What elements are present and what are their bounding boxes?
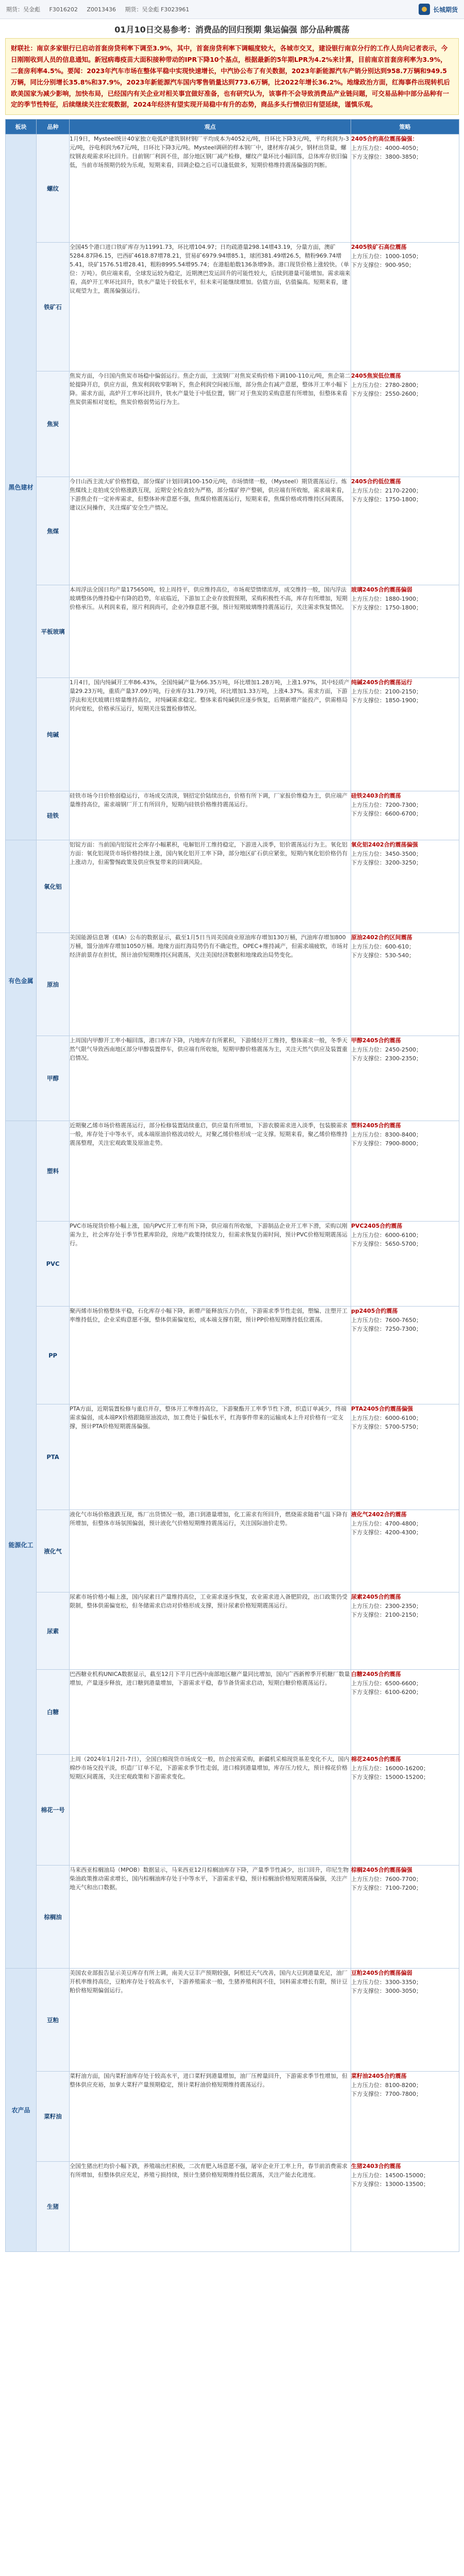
- header-sector: 板块: [6, 120, 37, 134]
- strategy-level: 上方压力位：7200-7300；: [351, 801, 422, 808]
- table-row: [6, 371, 459, 477]
- view-cell: 1月4日，国内纯碱开工率86.43%，全国纯碱产量为66.35万吨，环比增加1.28万吨，上涨1.97%，其中轻质产量29.23万吨，重质产量37.09万吨，行业库存31.79万吨，环比增加1.33万吨，上涨4.37%。需求方面，下游浮法和光伏玻璃日熔量维持高位，对纯碱需求稳定。整体来看纯碱供应逐步恢复，后期新增产能投产，供需格局转向宽松，价格承压运行，短期关注装置检修情况。: [70, 678, 351, 791]
- variety-cell: PVC: [37, 1222, 70, 1307]
- variety-cell: PTA: [37, 1404, 70, 1510]
- strategy-cell: [351, 1592, 459, 1670]
- strategy-cell: [351, 371, 459, 477]
- variety-cell: 豆粕: [37, 1969, 70, 2072]
- strategy-title: pp2405合约震荡: [351, 1308, 398, 1315]
- strategy-title: 硅铁2403合约震荡: [351, 792, 401, 800]
- strategy-title: 棉花2405合约震荡: [351, 1756, 401, 1763]
- view-cell: 美国能源信息署（EIA）公布的数据显示，截至1月5日当周美国商业原油库存增加130万桶，汽油库存增加800万桶，馏分油库存增加1050万桶。地缘方面红海局势仍有不确定性，OPEC+维持减产，但需求端疲软，市场对经济前景存在担忧，预计油价短期维持区间震荡，关注美国经济数据和地缘政治局势变化。: [70, 933, 351, 1036]
- top-bar: [0, 0, 464, 19]
- strategy-level: 下方支撑位：3800-3850；: [351, 154, 422, 161]
- strategy-level: 下方支撑位：3200-3250；: [351, 859, 422, 867]
- strategy-level: 下方支撑位：900-950；: [351, 262, 415, 269]
- strategy-title: 纯碱2405合约震荡运行: [351, 679, 412, 686]
- strategy-title: 氧化铝2402合约震荡偏强: [351, 841, 418, 849]
- strategy-level: 下方支撑位：2100-2150；: [351, 1612, 422, 1619]
- strategy-cell: [351, 1755, 459, 1866]
- strategy-cell: [351, 134, 459, 243]
- strategy-level: 上方压力位：7600-7700；: [351, 1875, 422, 1883]
- view-cell: 近期聚乙烯市场价格震荡运行，部分检修装置陆续重启，供应量有所增加，下游农膜需求进入淡季，包装膜需求一般，库存处于中等水平，成本端原油价格波动较大，对聚乙烯价格形成一定支撑。短期来看，聚乙烯价格维持震荡整理，关注宏观政策及原油走势。: [70, 1121, 351, 1222]
- strategy-title: 棕榈2405合约震荡偏强: [351, 1867, 412, 1874]
- table-row: [6, 678, 459, 791]
- strategy-cell: [351, 243, 459, 371]
- table-row: [6, 1969, 459, 2072]
- strategy-level: 上方压力位：2100-2150；: [351, 688, 422, 695]
- strategy-title: 菜籽油2405合约震荡: [351, 2073, 407, 2080]
- strategy-cell: [351, 678, 459, 791]
- brand-name: 长城期货: [433, 6, 458, 13]
- strategy-level: 下方支撑位：530-540；: [351, 952, 415, 959]
- strategy-title: 原油2402合约区间震荡: [351, 934, 412, 941]
- strategy-level: 上方压力位：1000-1050；: [351, 252, 422, 260]
- variety-cell: 菜籽油: [37, 2072, 70, 2162]
- variety-cell: 螺纹: [37, 134, 70, 243]
- variety-cell: PP: [37, 1307, 70, 1404]
- strategy-title: 2405铁矿石高位震荡: [351, 244, 407, 251]
- view-cell: 巴西糖业机构UNICA数据显示，截至12月下半月巴西中南部地区糖产量同比增加，国内广西新榨季开机糖厂数量增加，产量逐步释放，进口糖到港量增加，下游需求平稳，春节备货需求启动，短期白糖价格震荡运行。: [70, 1670, 351, 1755]
- strategy-level: 下方支撑位：3000-3050；: [351, 1988, 422, 1995]
- strategy-table: [5, 119, 459, 2252]
- table-row: [6, 477, 459, 585]
- table-row: [6, 791, 459, 840]
- view-cell: 焦炭方面，今日国内焦炭市场稳中偏弱运行。焦企方面，主流钢厂对焦炭采购价格下调100-110元/吨，焦企第二轮提降开启，供应方面，焦炭利润收窄影响下，焦企利润空间被压缩，部分焦企有减产意愿，整体开工率小幅下降。需求方面，高炉开工率环比回升，铁水产量处于中低位置，钢厂对于焦炭的采购意愿有所增加，但整体来看焦炭供需相对宽松，焦炭价格弱势运行为主。: [70, 371, 351, 477]
- table-row: [6, 2072, 459, 2162]
- view-cell: 马来西亚棕榈油局（MPOB）数据显示，马来西亚12月棕榈油库存下降，产量季节性减少，出口回升，印尼生物柴油政策推动需求增长，国内棕榈油库存处于中等水平，下游需求平稳，预计棕榈油价格短期震荡偏强，关注产地天气和出口数据。: [70, 1866, 351, 1969]
- strategy-cell: [351, 1222, 459, 1307]
- strategy-level: 下方支撑位：5650-5700；: [351, 1241, 422, 1248]
- strategy-title: 2405合约低位震荡: [351, 478, 401, 485]
- strategy-cell: [351, 1510, 459, 1592]
- variety-cell: 硅铁: [37, 791, 70, 840]
- strategy-title: 玻璃2405合约震荡偏弱: [351, 586, 412, 594]
- strategy-level: 下方支撑位：1750-1800；: [351, 496, 422, 503]
- strategy-level: 上方压力位：6000-6100；: [351, 1414, 422, 1421]
- view-cell: 菜籽油方面，国内菜籽油库存处于较高水平，进口菜籽到港量增加，油厂压榨量回升，下游需求季节性增加，但整体供应充裕，加拿大菜籽产量预期稳定，预计菜籽油价格短期维持震荡运行。: [70, 2072, 351, 2162]
- variety-cell: 甲醇: [37, 1036, 70, 1121]
- strategy-level: 下方支撑位：6600-6700；: [351, 810, 422, 818]
- variety-cell: 液化气: [37, 1510, 70, 1592]
- strategy-level: 下方支撑位：7100-7200；: [351, 1885, 422, 1892]
- variety-cell: 纯碱: [37, 678, 70, 791]
- strategy-title: 尿素2405合约震荡: [351, 1594, 401, 1601]
- variety-cell: 焦炭: [37, 371, 70, 477]
- strategy-title: 甲醇2405合约震荡: [351, 1037, 401, 1044]
- view-cell: 本周浮法全国日均产量175650吨，较上周持平，供应维持高位，市场观望情绪浓厚，成交维持一般，国内浮法玻璃整体仍维持稳中有降的趋势，年底临近，下游加工企业存放假预期，采购积极性不高，库存有所增加，短期价格承压。从利润来看，原片利润尚可，企业冷修意愿不强，预计短期玻璃维持震荡运行，关注需求恢复情况。: [70, 585, 351, 678]
- strategy-level: 上方压力位：2300-2350；: [351, 1602, 422, 1609]
- variety-cell: 棉花一号: [37, 1755, 70, 1866]
- table-header-row: [6, 120, 459, 134]
- table-row: [6, 1866, 459, 1969]
- variety-cell: 焦煤: [37, 477, 70, 585]
- view-cell: 液化气市场价格涨跌互现，炼厂出货情况一般，港口到港量增加，化工需求有所回升，燃烧需求随着气温下降有所增加，但整体市场氛围偏弱，预计液化气价格短期维持震荡运行，关注国际油价走势。: [70, 1510, 351, 1592]
- strategy-cell: [351, 1121, 459, 1222]
- strategy-title: 生猪2403合约震荡: [351, 2163, 401, 2170]
- strategy-cell: [351, 585, 459, 678]
- table-row: [6, 585, 459, 678]
- strategy-level: 下方支撑位：13000-13500；: [351, 2181, 429, 2188]
- strategy-title: 白糖2405合约震荡: [351, 1671, 401, 1678]
- brand-logo: [419, 4, 458, 15]
- strategy-cell: [351, 2072, 459, 2162]
- strategy-level: 下方支撑位：1750-1800；: [351, 604, 422, 612]
- strategy-level: 下方支撑位：2550-2600；: [351, 391, 422, 398]
- sector-cell: 能源化工: [6, 1121, 37, 1969]
- view-cell: 上周国内甲醇开工率小幅回落，港口库存下降，内地库存有所累积，下游烯烃开工维持，整体需求一般，冬季天然气限气导致西南地区部分甲醇装置停车，供应端有所收缩，短期甲醇价格震荡为主，关注天然气供应及装置重启情况。: [70, 1036, 351, 1121]
- strategy-level: 上方压力位：2780-2800；: [351, 381, 422, 388]
- strategy-cell: [351, 1036, 459, 1121]
- strategy-level: 下方支撑位：6100-6200；: [351, 1689, 422, 1696]
- table-row: [6, 840, 459, 933]
- contact-line: 期货：吴金彪 F3023961: [125, 6, 190, 13]
- variety-cell: 棕榈油: [37, 1866, 70, 1969]
- strategy-level: 上方压力位：4700-4800；: [351, 1520, 422, 1527]
- variety-cell: 塑料: [37, 1121, 70, 1222]
- sector-cell: 黑色建材: [6, 134, 37, 840]
- view-cell: 全国生猪出栏均价小幅下跌，养殖端出栏积极，二次育肥入场意愿不强，屠宰企业开工率上升，春节前消费需求有所增加，但整体供应充足，养殖亏损持续，预计生猪价格短期维持低位震荡，关注产能去化进度。: [70, 2162, 351, 2252]
- variety-cell: 氧化铝: [37, 840, 70, 933]
- strategy-cell: [351, 2162, 459, 2252]
- strategy-title: 豆粕2405合约震荡偏弱: [351, 1970, 412, 1977]
- strategy-level: 上方压力位：16000-16200；: [351, 1765, 429, 1772]
- table-row: [6, 1307, 459, 1404]
- strategy-level: 下方支撑位：7700-7800；: [351, 2091, 422, 2098]
- table-row: [6, 1404, 459, 1510]
- strategy-title: 2405合约高位震荡偏强：: [351, 135, 418, 143]
- header-variety: 品种: [37, 120, 70, 134]
- table-row: [6, 134, 459, 243]
- view-cell: PTA方面，近期装置检修与重启并存，整体开工率维持高位，下游聚酯开工率季节性下滑，织造订单减少，终端需求偏弱，成本端PX价格跟随原油波动，加工费处于偏低水平，红海事件带来的运输成本上升对价格有一定支撑，预计PTA价格短期震荡偏强。: [70, 1404, 351, 1510]
- logo-icon: [419, 4, 430, 15]
- page-title: 01月10日交易参考：消费品的回归预期 集运偏强 部分品种震荡: [114, 25, 350, 35]
- strategy-level: 上方压力位：1880-1900；: [351, 595, 422, 602]
- strategy-level: 下方支撑位：7250-7300；: [351, 1326, 422, 1333]
- strategy-level: 上方压力位：4000-4050；: [351, 144, 422, 151]
- view-cell: 今日山西主流大矿价格暂稳，部分煤矿计划回调100-150元/吨，市场情绪一般，（Mysteel）期货震荡运行。炼焦煤线上竞拍成交价格涨跌互现，近期安全检查较为严格，部分煤矿停产整顿，供应端有所收缩，需求端来看，下游焦企有一定补库需求，但整体补库意愿不强，焦煤价格震荡运行，短期来看，焦煤价格或将维持区间震荡，建议区间操作，关注煤矿安全生产情况。: [70, 477, 351, 585]
- table-row: [6, 933, 459, 1036]
- table-row: [6, 1222, 459, 1307]
- view-cell: 铝锭方面：当前国内铝锭社会库存小幅累积，电解铝开工维持稳定，下游进入淡季，铝价震荡运行为主。氧化铝方面：氧化铝现货市场价格持续上涨，国内氧化铝开工率下降，部分地区矿石供应紧张，短期内氧化铝价格仍有上涨动力，但需警惕政策及供应恢复带来的回调风险。: [70, 840, 351, 933]
- strategy-cell: [351, 477, 459, 585]
- strategy-level: 上方压力位：6500-6600；: [351, 1680, 422, 1687]
- view-cell: 上周（2024年1月2日-7日），全国白棉现货市场成交一般，纺企按需采购，新疆机采棉现货基差变化不大，国内棉纱市场交投平淡，织造厂订单不足，下游需求季节性走弱，进口棉到港量增加，库存压力较大，预计棉花价格短期区间震荡，关注宏观政策和下游需求变化。: [70, 1755, 351, 1866]
- strategy-level: 上方压力位：8100-8200；: [351, 2081, 422, 2089]
- analyst-code: F3016202: [49, 6, 78, 13]
- variety-cell: 铁矿石: [37, 243, 70, 371]
- strategy-cell: [351, 791, 459, 840]
- table-row: [6, 1670, 459, 1755]
- strategy-level: 上方压力位：600-610；: [351, 943, 415, 950]
- strategy-title: PVC2405合约震荡: [351, 1223, 403, 1230]
- strategy-title: 2405焦炭低位震荡: [351, 372, 401, 380]
- view-cell: 聚丙烯市场价格整体平稳，石化库存小幅下降，新增产能释放压力仍在，下游需求季节性走弱，塑编、注塑开工率维持低位，企业采购意愿不强，整体供需偏宽松，成本端支撑有限，预计PP价格短期维持低位震荡。: [70, 1307, 351, 1404]
- header-view: 观点: [70, 120, 351, 134]
- strategy-level: 上方压力位：14500-15000；: [351, 2172, 429, 2179]
- sector-cell: 农产品: [6, 1969, 37, 2252]
- strategy-level: 上方压力位：2170-2200；: [351, 487, 422, 494]
- strategy-cell: [351, 1969, 459, 2072]
- table-body: [6, 134, 459, 2252]
- view-cell: 尿素市场价格小幅上涨，国内尿素日产量维持高位，工业需求逐步恢复，农业需求进入备肥阶段，出口政策仍受限制，整体供需偏宽松，但冬储需求启动对价格形成支撑，预计尿素价格短期震荡运行。: [70, 1592, 351, 1670]
- view-cell: 硅铁市场今日价格弱稳运行，市场成交清淡，钢招定价陆续出台，价格有所下调，厂家报价维稳为主，供应端产量维持高位，需求端钢厂开工有所回升，短期内硅铁价格维持震荡运行。: [70, 791, 351, 840]
- view-cell: 全国45个港口进口铁矿库存为11991.73，环比增104.97；日均疏港量298.14增43.19，分量方面，澳矿5284.87降6.15，巴西矿4618.87增78.21，贸易矿6979.94增85.1，球团381.49增26.5，精粉969.74增5.41，块矿1576.51增28.41，粗粉8995.54增95.74；在港船舶数136条增9条。港口现货价格上涨较快。（单位：万吨）。供应端来看，全球发运较为稳定，近期澳巴发运回升的可能性较大，后续到港量可能增加。需求端来看，高炉开工率环比回升，铁水产量处于较低水平，但未来可能继续增加。估值方面，估值偏高。短期来看，建议观望为主，震荡偏强运行。: [70, 243, 351, 371]
- strategy-level: 上方压力位：3300-3350；: [351, 1978, 422, 1986]
- strategy-level: 上方压力位：8300-8400；: [351, 1131, 422, 1138]
- strategy-level: 下方支撑位：7900-8000；: [351, 1140, 422, 1147]
- strategy-cell: [351, 840, 459, 933]
- strategy-level: 下方支撑位：1850-1900；: [351, 697, 422, 704]
- invest-code: Z0013436: [87, 6, 116, 13]
- variety-cell: 生猪: [37, 2162, 70, 2252]
- header-strategy: 策略: [351, 120, 459, 134]
- table-row: [6, 2162, 459, 2252]
- sector-cell: 有色金属: [6, 840, 37, 1121]
- table-row: [6, 1755, 459, 1866]
- strategy-level: 下方支撑位：15000-15200；: [351, 1774, 429, 1781]
- analyst-info: [6, 5, 196, 13]
- table-row: [6, 1121, 459, 1222]
- variety-cell: 原油: [37, 933, 70, 1036]
- strategy-level: 上方压力位：7600-7650；: [351, 1316, 422, 1324]
- strategy-title: PTA2405合约震荡偏强: [351, 1405, 413, 1413]
- strategy-level: 上方压力位：3450-3500；: [351, 850, 422, 857]
- variety-cell: 平板玻璃: [37, 585, 70, 678]
- table-row: [6, 1036, 459, 1121]
- strategy-cell: [351, 933, 459, 1036]
- view-cell: PVC市场现货价格小幅上涨，国内PVC开工率有所下降，供应端有所收缩，下游制品企业开工率下滑，采购以刚需为主，社会库存处于季节性累库阶段，房地产政策持续发力，但需求恢复仍需时间，预计PVC价格短期震荡运行。: [70, 1222, 351, 1307]
- view-cell: 1月9日，Mysteel统计40家独立电弧炉建筑钢材钢厂平均成本为4052元/吨，日环比下降3元/吨，平均利润为-3元/吨，谷电利润为67元/吨，日环比下降3元/吨。Mysteel调研的样本钢厂中，建材库存减少，钢材出货量，螺纹钢表观需求环比回升。目前钢厂利润不佳，部分地区钢厂减产检修，螺纹产量环比小幅回落，总体库存依旧偏低，当前市场预期仍较为乐观，短期来看，回调企稳之后可以逢低做多，短期价格维持震荡偏强的判断。: [70, 134, 351, 243]
- strategy-cell: [351, 1866, 459, 1969]
- strategy-cell: [351, 1404, 459, 1510]
- strategy-cell: [351, 1670, 459, 1755]
- summary-box: 财联社：南京多家银行已启动首套房贷利率下调至3.9%，其中，首套房贷利率下调幅度较大，各城市交叉，建设银行南京分行的工作人员向记者表示，今日刚刚收到人员的信息通知。新冠病毒疫苗大面积接种带动的IPR下降10个基点，根据最新的5年期LPR为4.2%来计算，目前南京首套房利率为3.9%，二套房利率4.5%。要闻：2023年汽车市场在整体平稳中实现快速增长，中汽协公布了有关数据，2023年新能源汽车产销分别达到958.7万辆和949.5万辆，同比分别增长35.8%和37.9%，2023年新能源汽车国内零售销量达到773.6万辆，比2022年增长36.2%。地缘政治方面，红海事件出现转机后欧美国家为减少影响，加快布局，已经国内有关企业对相关事宜做好准备，也有研究认为，该事件不会导致消费品产业链问题，可交易品种中部分品种有一定的季节性特征，后续继续关注宏观数据，2024年经济有望实现开局稳中有升的态势，商品多头行情依旧有望延续，谨慎乐观。: [5, 38, 459, 115]
- strategy-level: 上方压力位：2450-2500；: [351, 1046, 422, 1053]
- strategy-level: 上方压力位：6000-6100；: [351, 1231, 422, 1239]
- strategy-cell: [351, 1307, 459, 1404]
- variety-cell: 尿素: [37, 1592, 70, 1670]
- strategy-level: 下方支撑位：2300-2350；: [351, 1055, 422, 1062]
- variety-cell: 白糖: [37, 1670, 70, 1755]
- strategy-level: 下方支撑位：5700-5750；: [351, 1423, 422, 1431]
- strategy-level: 下方支撑位：4200-4300；: [351, 1529, 422, 1536]
- view-cell: 美国农业部报告显示美豆库存有所上调，南美大豆丰产预期较强，阿根廷天气改善，国内大豆到港量充足，油厂开机率维持高位，豆粕库存处于较高水平，下游养殖需求一般，生猪养殖利润不佳，饲料需求增长有限，预计豆粕价格短期偏弱运行。: [70, 1969, 351, 2072]
- strategy-title: 塑料2405合约震荡: [351, 1122, 401, 1129]
- analyst-name: 期货：吴金彪: [6, 6, 40, 13]
- table-row: [6, 1510, 459, 1592]
- table-row: [6, 1592, 459, 1670]
- strategy-title: 液化气2402合约震荡: [351, 1511, 407, 1518]
- table-row: [6, 243, 459, 371]
